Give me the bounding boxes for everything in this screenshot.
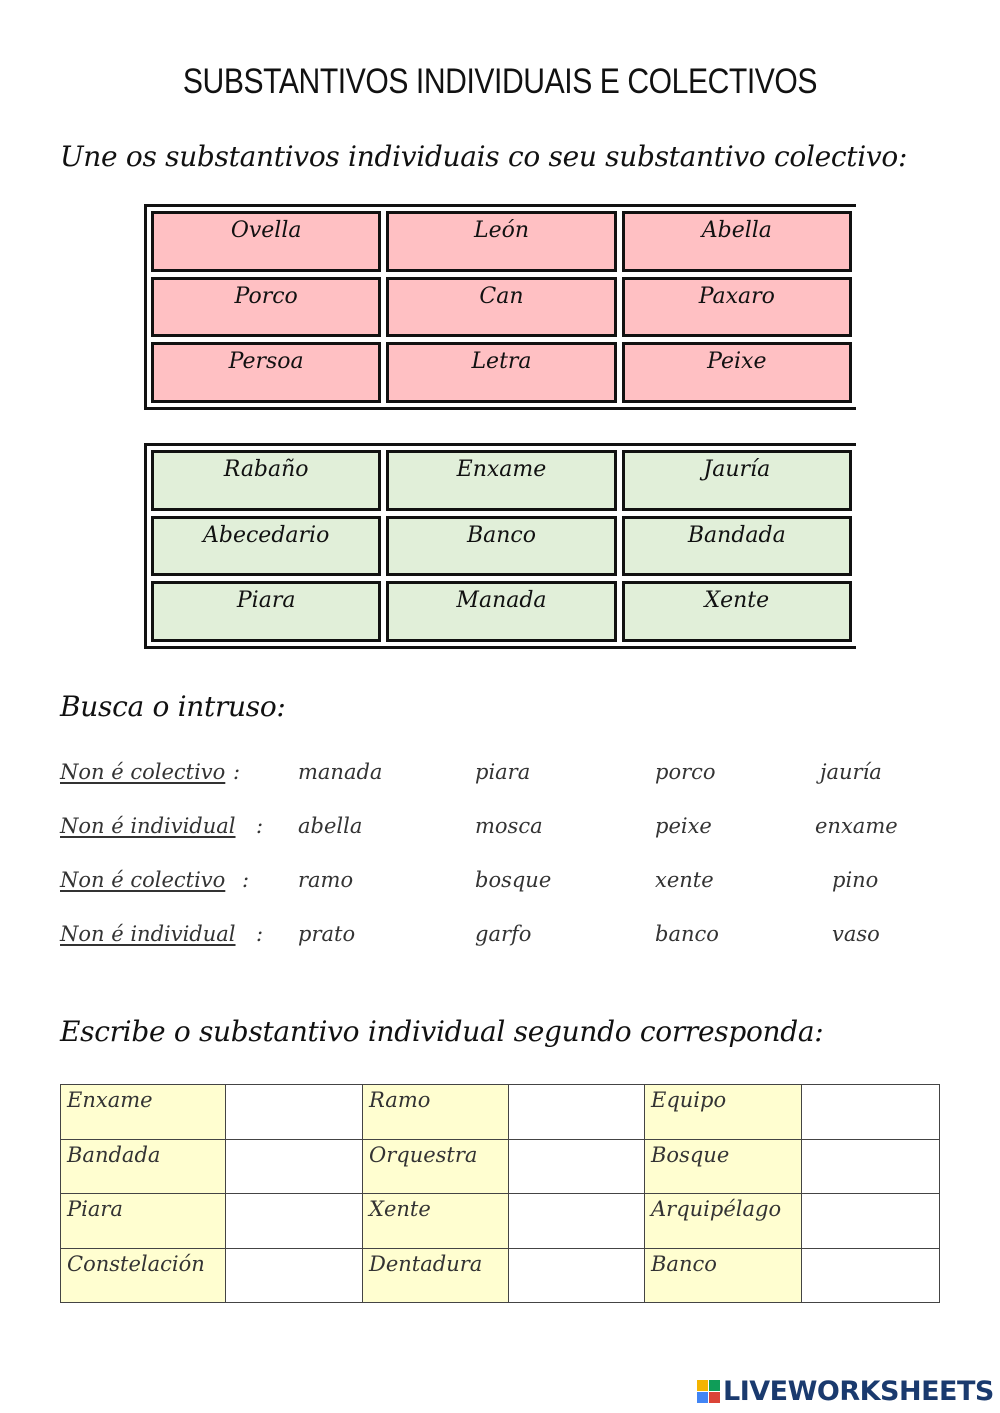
answer-field[interactable] xyxy=(509,1139,645,1194)
collective-noun-cell[interactable]: Jauría xyxy=(622,450,852,511)
intruder-option[interactable]: abella xyxy=(298,814,363,838)
collective-noun-prompt: Banco xyxy=(645,1248,802,1303)
answer-field[interactable] xyxy=(509,1194,645,1249)
collective-noun-prompt: Bandada xyxy=(61,1139,226,1194)
individual-noun-cell[interactable]: Peixe xyxy=(622,342,852,403)
collective-noun-prompt: Xente xyxy=(363,1194,509,1249)
individual-noun-cell[interactable]: Can xyxy=(386,277,616,338)
collective-noun-prompt: Orquestra xyxy=(363,1139,509,1194)
intruder-option[interactable]: ramo xyxy=(298,868,354,892)
table-row xyxy=(61,1085,940,1140)
logo-square xyxy=(697,1392,708,1403)
intruder-option[interactable]: prato xyxy=(298,922,356,946)
logo-text: LIVEWORKSHEETS xyxy=(723,1376,994,1407)
intruder-row xyxy=(60,922,940,956)
answer-field[interactable] xyxy=(802,1248,940,1303)
intruder-row-colon: : xyxy=(256,922,264,946)
collective-noun-prompt: Enxame xyxy=(61,1085,226,1140)
intruder-option[interactable]: pino xyxy=(832,868,879,892)
intruder-option[interactable]: piara xyxy=(475,760,531,784)
liveworksheets-logo xyxy=(697,1376,994,1407)
logo-square xyxy=(709,1380,720,1391)
intruder-row-label: Non é individual xyxy=(60,922,236,946)
logo-square xyxy=(709,1392,720,1403)
collective-noun-prompt: Bosque xyxy=(645,1139,802,1194)
intruder-row xyxy=(60,760,940,794)
collective-noun-prompt: Ramo xyxy=(363,1085,509,1140)
intruder-option[interactable]: mosca xyxy=(475,814,543,838)
intruder-option[interactable]: xente xyxy=(655,868,714,892)
intruder-option[interactable]: jauría xyxy=(820,760,882,784)
individual-nouns-table xyxy=(144,204,856,410)
collective-nouns-table xyxy=(144,443,856,649)
intruder-row-label: Non é colectivo xyxy=(60,760,226,784)
section-heading-write: Escribe o substantivo individual segundo corresponda: xyxy=(60,1015,824,1048)
answer-field[interactable] xyxy=(509,1248,645,1303)
intruder-row-colon: : xyxy=(242,868,250,892)
individual-noun-cell[interactable]: Letra xyxy=(386,342,616,403)
table-row xyxy=(61,1139,940,1194)
intruder-row xyxy=(60,814,940,848)
intruder-option[interactable]: vaso xyxy=(832,922,880,946)
answer-field[interactable] xyxy=(509,1085,645,1140)
liveworksheets-logo-icon xyxy=(697,1380,720,1403)
collective-noun-cell[interactable]: Bandada xyxy=(622,516,852,577)
intruder-row xyxy=(60,868,940,902)
logo-square xyxy=(697,1380,708,1391)
individual-noun-cell[interactable]: Paxaro xyxy=(622,277,852,338)
page-title: SUBSTANTIVOS INDIVIDUAIS E COLECTIVOS xyxy=(182,62,818,101)
intruder-option[interactable]: banco xyxy=(655,922,719,946)
individual-noun-cell[interactable]: Porco xyxy=(151,277,381,338)
intruder-row-colon: : xyxy=(233,760,241,784)
collective-noun-cell[interactable]: Manada xyxy=(386,581,616,642)
intruder-row-label: Non é individual xyxy=(60,814,236,838)
individual-noun-cell[interactable]: Abella xyxy=(622,211,852,272)
section-heading-match: Une os substantivos individuais co seu substantivo colectivo: xyxy=(60,140,908,173)
collective-noun-cell[interactable]: Banco xyxy=(386,516,616,577)
collective-noun-cell[interactable]: Abecedario xyxy=(151,516,381,577)
individual-noun-cell[interactable]: Ovella xyxy=(151,211,381,272)
answer-field[interactable] xyxy=(802,1139,940,1194)
section-heading-intruder: Busca o intruso: xyxy=(60,690,286,723)
collective-noun-prompt: Arquipélago xyxy=(645,1194,802,1249)
individual-noun-cell[interactable]: Persoa xyxy=(151,342,381,403)
collective-noun-cell[interactable]: Xente xyxy=(622,581,852,642)
collective-noun-prompt: Equipo xyxy=(645,1085,802,1140)
answer-field[interactable] xyxy=(226,1085,363,1140)
answer-field[interactable] xyxy=(802,1194,940,1249)
table-row xyxy=(61,1194,940,1249)
collective-noun-prompt: Dentadura xyxy=(363,1248,509,1303)
answer-field[interactable] xyxy=(226,1194,363,1249)
individual-noun-cell[interactable]: León xyxy=(386,211,616,272)
intruder-option[interactable]: bosque xyxy=(475,868,552,892)
intruder-option[interactable]: manada xyxy=(298,760,383,784)
answer-field[interactable] xyxy=(226,1248,363,1303)
answer-field[interactable] xyxy=(802,1085,940,1140)
intruder-row-label: Non é colectivo xyxy=(60,868,226,892)
intruder-row-colon: : xyxy=(256,814,264,838)
intruder-option[interactable]: peixe xyxy=(655,814,712,838)
intruder-option[interactable]: porco xyxy=(655,760,716,784)
answer-field[interactable] xyxy=(226,1139,363,1194)
collective-noun-prompt: Constelación xyxy=(61,1248,226,1303)
intruder-option[interactable]: enxame xyxy=(815,814,898,838)
collective-noun-cell[interactable]: Rabaño xyxy=(151,450,381,511)
collective-noun-cell[interactable]: Enxame xyxy=(386,450,616,511)
collective-noun-prompt: Piara xyxy=(61,1194,226,1249)
collective-noun-cell[interactable]: Piara xyxy=(151,581,381,642)
intruder-option[interactable]: garfo xyxy=(475,922,532,946)
write-individual-table xyxy=(60,1084,940,1303)
table-row xyxy=(61,1248,940,1303)
